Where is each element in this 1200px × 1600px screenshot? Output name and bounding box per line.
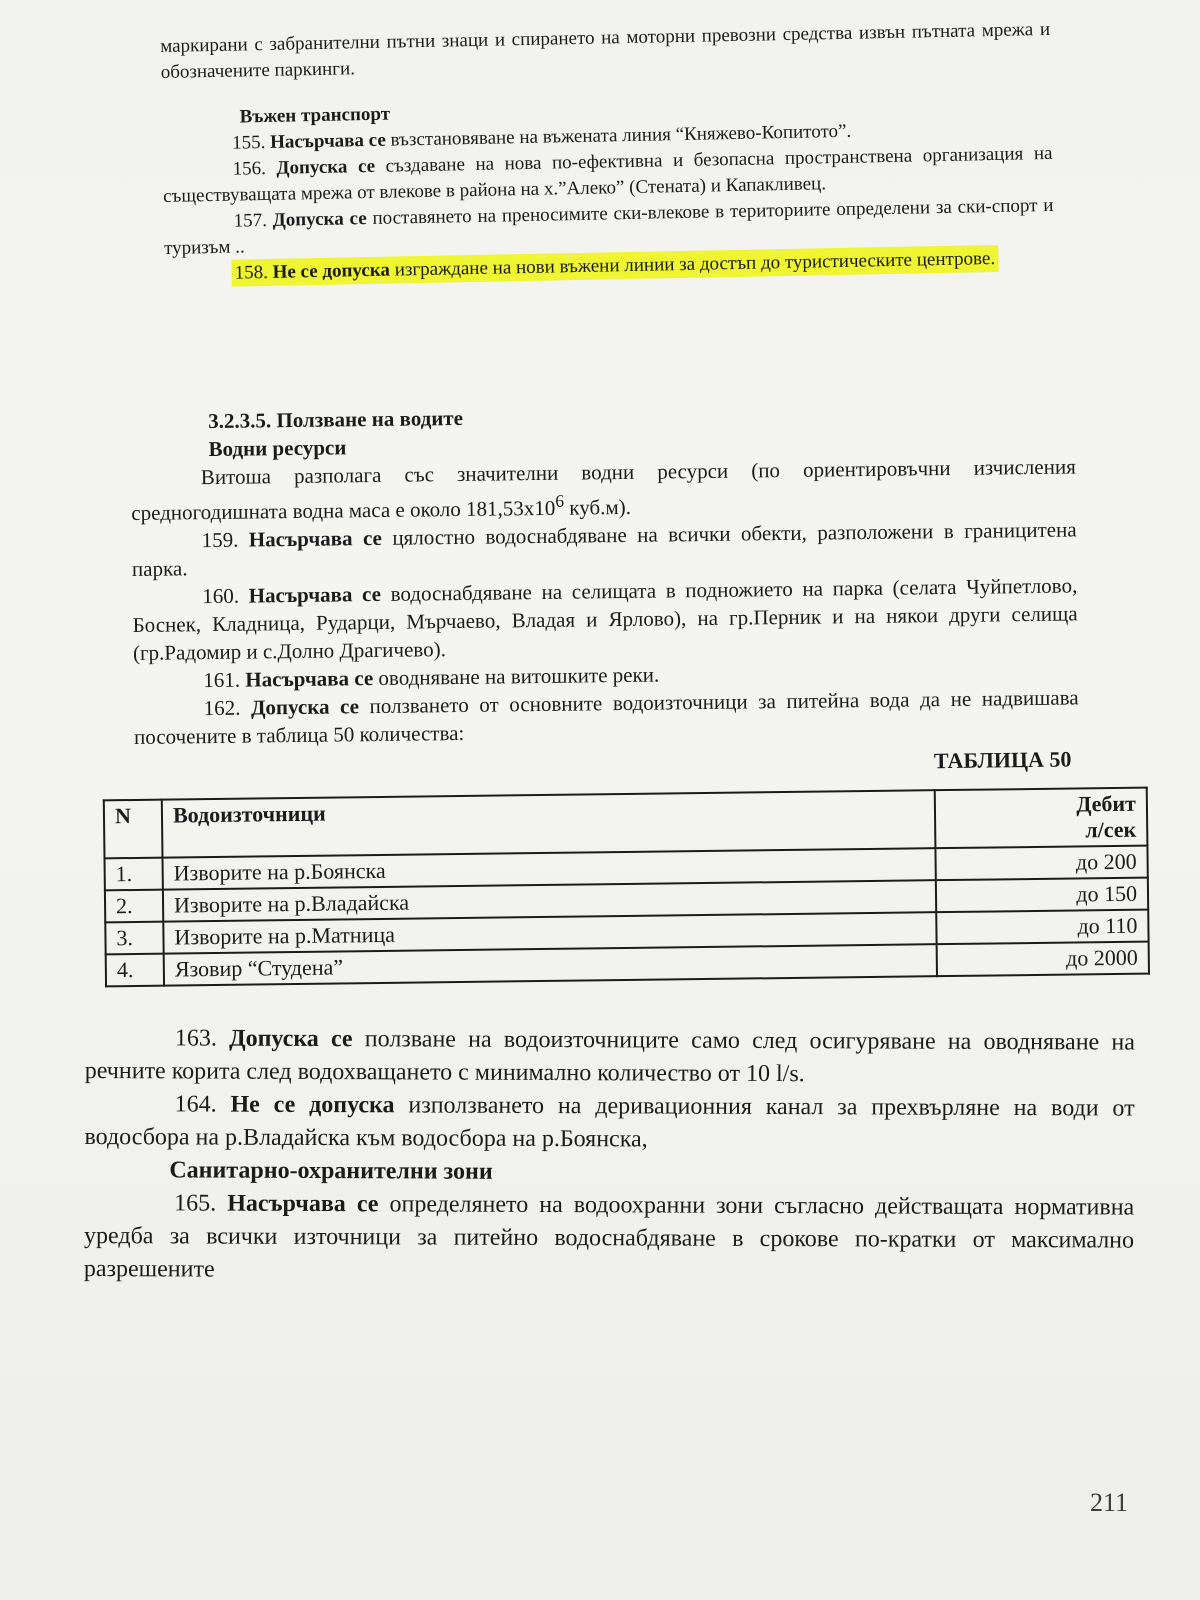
table-caption: ТАБЛИЦА 50	[933, 746, 1072, 774]
page-number: 211	[1089, 1488, 1128, 1517]
row-number: 2.	[105, 890, 163, 923]
middle-text-block	[114, 396, 1138, 987]
header-debit-line1: Дебит	[1076, 790, 1137, 817]
p155-text: възстановяване на въжената линия “Княжево-Копитото”.	[390, 120, 852, 151]
p161-bold: Насърчава се	[245, 666, 374, 692]
p165-number: 165.	[174, 1190, 217, 1217]
p156-bold: Допуска се	[276, 155, 376, 179]
header-source: Водоизточници	[162, 790, 936, 857]
p156-number: 156.	[232, 157, 267, 180]
section-heading: 3.2.3.5. Ползване на водите	[208, 405, 464, 434]
header-debit-line2: л/сек	[1085, 816, 1137, 843]
p158-text: изграждане на нови въжени линии за достъп до туристическите центрове.	[394, 248, 996, 281]
p164-text: използването на деривационния канал за прехвърляне на води от водосбора на р.Владайска към водосбора на р.Боянска,	[84, 1092, 1135, 1153]
row-number: 1.	[104, 858, 162, 891]
p159-number: 159.	[201, 527, 239, 553]
p163-bold: Допуска се	[229, 1025, 353, 1053]
header-n: N	[104, 800, 163, 859]
intro-text: маркирани с забранителни пътни знаци и спирането на моторни превозни средства извън пътната мрежа и обозначените паркинги.	[160, 18, 1051, 83]
water-resources-heading: Водни ресурси	[208, 435, 347, 462]
upper-text-block	[160, 17, 1055, 288]
paragraph-164	[84, 1088, 1134, 1159]
p162-text: ползването от основните водоизточници за питейна вода да не надвишава посочените в таблица 50 количества:	[133, 685, 1079, 749]
p160-text: водоснабдяване на селищата в подножието на парка (селата Чуйпетлово, Боснек, Кладница, Рударци, Мърчаево, Владая и Ярлово), на гр.Перник и на някои други селища (гр.Радомир и с.Долно Драгичево).	[132, 573, 1078, 665]
row-debit: до 150	[936, 878, 1148, 913]
p158-number: 158.	[234, 261, 269, 284]
resources-text-b: куб.м).	[563, 494, 632, 520]
paragraph-165	[84, 1187, 1134, 1291]
p162-bold: Допуска се	[250, 694, 360, 720]
row-debit: до 2000	[937, 942, 1149, 977]
row-source: Изворите на р.Матница	[163, 912, 936, 953]
sanitary-zones-heading: Санитарно-охранителни зони	[169, 1157, 493, 1185]
paragraph-163	[85, 1022, 1135, 1093]
p157-bold: Допуска се	[272, 208, 367, 231]
cable-transport-heading: Въжен транспорт	[239, 103, 391, 128]
p164-number: 164.	[174, 1091, 217, 1118]
p158-bold: Не се допуска	[272, 259, 391, 283]
header-debit	[935, 788, 1148, 849]
p159-bold: Насърчава се	[248, 525, 383, 552]
resources-text-a: Витоша разполага със значителни водни ресурси (по ориентировъчни изчисления средногодишната водна маса е около 181,53х10	[131, 454, 1076, 525]
p164-bold: Не се допуска	[230, 1091, 395, 1119]
row-source: Изворите на р.Владайска	[163, 880, 936, 921]
p155-number: 155.	[231, 131, 266, 154]
p160-number: 160.	[202, 583, 240, 609]
paragraph-160	[132, 571, 1078, 667]
paragraph-162	[134, 683, 1080, 751]
row-number: 4.	[106, 954, 164, 987]
row-debit: до 110	[936, 910, 1148, 945]
row-source: Язовир “Студена”	[164, 944, 937, 985]
p159-text: цялостно водоснабдяване на всички обекти, разположени в границитена парка.	[131, 517, 1077, 581]
row-source: Изворите на р.Боянска	[162, 848, 935, 889]
p162-number: 162.	[203, 695, 241, 721]
p157-text: поставянето на преносимите ски-влекове в териториите определени за ски-спорт и туризъм ..	[163, 194, 1054, 259]
p161-number: 161.	[203, 667, 241, 693]
row-number: 3.	[105, 922, 163, 955]
p155-bold: Насърчава се	[269, 129, 387, 153]
p160-bold: Насърчава се	[248, 581, 382, 608]
p156-text: създаване на нова по-ефективна и безопасна пространствена организация на съществуващата мрежа от влекове в района на х.”Алеко” (Стената) и Капакливец.	[162, 142, 1053, 207]
p165-bold: Насърчава се	[227, 1190, 379, 1218]
lower-text-block	[84, 1022, 1135, 1291]
resources-superscript: 6	[555, 490, 565, 511]
water-sources-table	[103, 787, 1150, 988]
p163-text: ползване на водоизточниците само след осигуряване на оводняване на речните корита след водохващането с минимално количество от 10 l/s.	[84, 1026, 1135, 1088]
p161-text: оводняване на витошките реки.	[378, 662, 660, 690]
resources-paragraph	[131, 452, 1077, 527]
p157-number: 157.	[233, 209, 268, 232]
row-debit: до 200	[935, 846, 1147, 881]
p165-text: определянето на водоохранни зони съгласно действащата нормативна уредба за всички източници за питейно водоснабдяване в срокове по-кратки от максимално разрешените	[83, 1191, 1135, 1283]
p163-number: 163.	[174, 1025, 217, 1052]
